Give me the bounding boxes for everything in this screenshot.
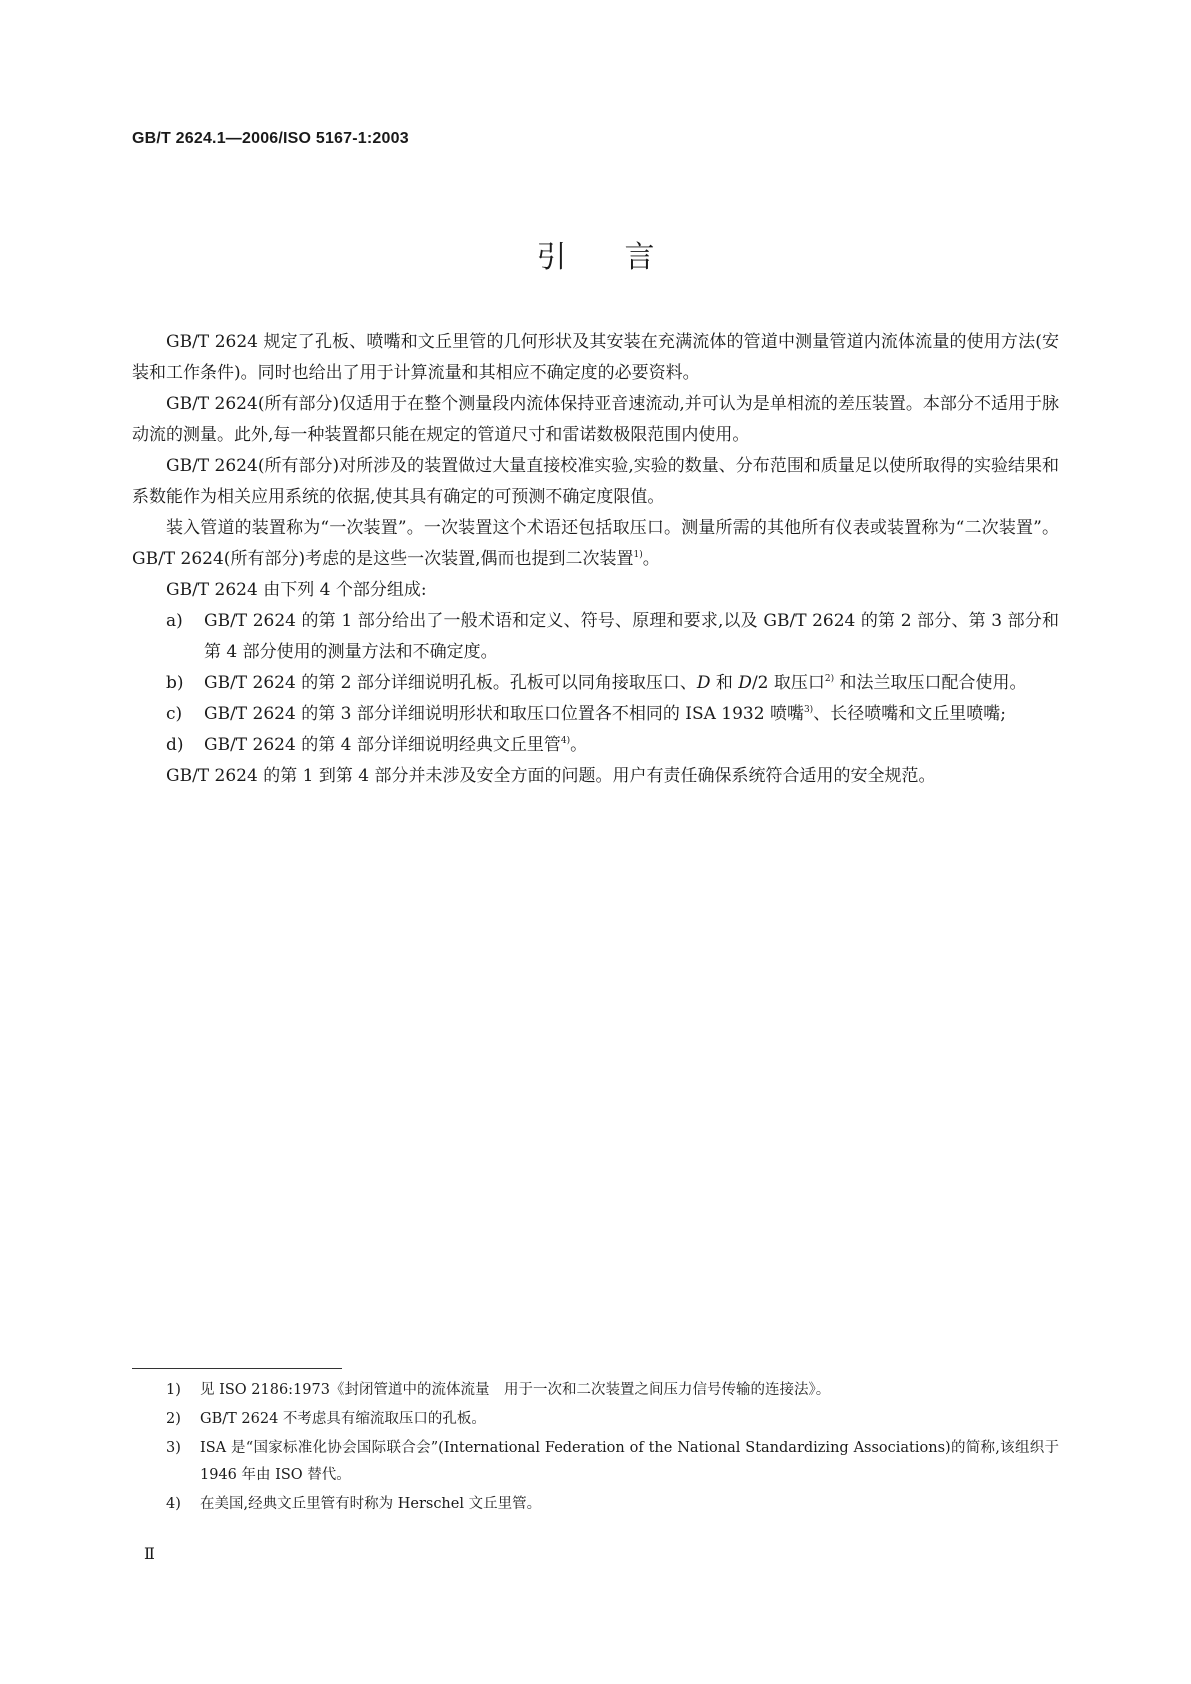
- list-item-d: [132, 730, 1059, 761]
- list-text: [204, 699, 1059, 730]
- list-text: GB/T 2624 的第 1 部分给出了一般术语和定义、符号、原理和要求,以及 GB/T 2624 的第 2 部分、第 3 部分和第 4 部分使用的测量方法和不确定度。: [204, 611, 1059, 662]
- standard-number-header: GB/T 2624.1—2006/ISO 5167-1:2003: [132, 130, 409, 147]
- footnote-ref-1: 1): [633, 550, 643, 560]
- list-item-b: [132, 668, 1059, 699]
- footnote-text: GB/T 2624 不考虑具有缩流取压口的孔板。: [200, 1411, 486, 1427]
- footnote-ref-3: 3): [803, 705, 814, 715]
- list-b-text-part: 和: [710, 673, 739, 693]
- list-item-a: [132, 606, 1059, 668]
- list-b-text-part: 和法兰取压口配合使用。: [834, 673, 1027, 693]
- footnote-number: 3): [166, 1440, 181, 1456]
- list-c-text-part: 、长径喷嘴和文丘里喷嘴;: [813, 704, 1006, 724]
- page-title: 引言: [536, 240, 713, 275]
- paragraph-4: [132, 513, 1059, 575]
- list-label: c): [166, 704, 183, 724]
- paragraph-3: GB/T 2624(所有部分)对所涉及的装置做过大量直接校准实验,实验的数量、分布范围和质量足以使所取得的实验结果和系数能作为相关应用系统的依据,使其具有确定的可预测不确定度限值。: [132, 456, 1059, 507]
- paragraph-4-end: 。: [642, 549, 660, 569]
- footnote-ref-2: 2): [824, 674, 835, 684]
- footnote-3: [132, 1435, 1059, 1489]
- list-label: d): [166, 735, 184, 755]
- paragraph-2: GB/T 2624(所有部分)仅适用于在整个测量段内流体保持亚音速流动,并可认为是单相流的差压装置。本部分不适用于脉动流的测量。此外,每一种装置都只能在规定的管道尺寸和雷诺数极限范围内使用。: [132, 394, 1059, 445]
- list-text: [204, 730, 1059, 761]
- list-b-text-part: GB/T 2624 的第 2 部分详细说明孔板。孔板可以同角接取压口、: [204, 673, 697, 693]
- list-item-c: [132, 699, 1059, 730]
- paragraph-4-text: 装入管道的装置称为“一次装置”。一次装置这个术语还包括取压口。测量所需的其他所有仪表或装置称为“二次装置”。GB/T 2624(所有部分)考虑的是这些一次装置,偶而也提到二次装置: [132, 518, 1059, 569]
- variable-d: D: [696, 673, 711, 693]
- footnote-number: 2): [166, 1411, 181, 1427]
- footnote-divider: [132, 1368, 342, 1369]
- footnote-text: 在美国,经典文丘里管有时称为 Herschel 文丘里管。: [200, 1496, 542, 1512]
- paragraph-1: GB/T 2624 规定了孔板、喷嘴和文丘里管的几何形状及其安装在充满流体的管道中测量管道内流体流量的使用方法(安装和工作条件)。同时也给出了用于计算流量和其相应不确定度的必要资料。: [132, 332, 1059, 383]
- list-text: [204, 668, 1059, 699]
- footnote-ref-4: 4): [560, 736, 571, 746]
- list-d-text-part: GB/T 2624 的第 4 部分详细说明经典文丘里管: [204, 735, 561, 755]
- footnote-number: 1): [166, 1382, 181, 1398]
- paragraph-5: GB/T 2624 由下列 4 个部分组成:: [166, 580, 427, 600]
- list-c-text-part: GB/T 2624 的第 3 部分详细说明形状和取压口位置各不相同的 ISA 1932 喷嘴: [204, 704, 804, 724]
- list-b-text-part: /2 取压口: [751, 673, 825, 693]
- list-label: b): [166, 673, 184, 693]
- footnote-text: ISA 是“国家标准化协会国际联合会”(International Federation of the National Standardizing Associations)的简称,该组织于 1946 年由 ISO 替代。: [200, 1440, 1059, 1483]
- footnote-number: 4): [166, 1496, 181, 1512]
- list-label: a): [166, 611, 183, 631]
- footnote-4: [132, 1491, 1059, 1518]
- footnotes: [132, 1377, 1059, 1520]
- footnote-1: [132, 1377, 1059, 1404]
- footnote-text: 见 ISO 2186:1973《封闭管道中的流体流量 用于一次和二次装置之间压力信号传输的连接法》。: [200, 1382, 831, 1398]
- list-d-text-part: 。: [570, 735, 588, 755]
- introduction-body: [132, 327, 1059, 792]
- paragraph-6: GB/T 2624 的第 1 到第 4 部分并未涉及安全方面的问题。用户有责任确保系统符合适用的安全规范。: [166, 766, 936, 786]
- variable-d: D: [738, 673, 752, 693]
- page-number: Ⅱ: [144, 1544, 155, 1563]
- footnote-2: [132, 1406, 1059, 1433]
